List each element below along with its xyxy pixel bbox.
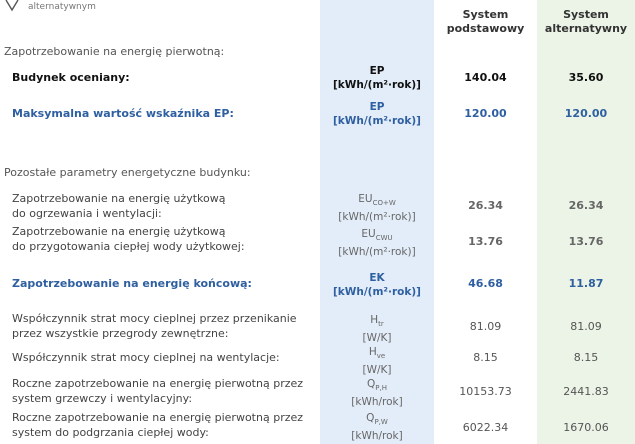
header-system-base: System podstawowy	[446, 8, 525, 35]
value-eu-hot-water-alt: 13.76	[568, 235, 604, 248]
value-ep-max-base: 120.00	[464, 107, 507, 120]
row-label-qpw: Roczne zapotrzebowanie na energię pierwotną przez system do podgrzania ciepłej wody:	[12, 411, 304, 439]
value-ep-building-alt: 35.60	[568, 71, 604, 84]
row-label-eu-hot-water: Zapotrzebowanie na energię użytkową do przygotowania ciepłej wody użytkowej:	[12, 225, 245, 253]
unit-eu-hot-water: $EU_{CWU}$ [kWh/(m²·rok)]	[338, 228, 416, 259]
unit-hve: $H_{ve}$ [W/K]	[362, 346, 392, 377]
value-qpw-alt: 1670.06	[563, 421, 609, 434]
row-label-eu-heating: Zapotrzebowanie na energię użytkową do ogrzewania i wentylacji:	[12, 192, 226, 220]
alt-column-background	[537, 0, 635, 444]
row-label-qph: Roczne zapotrzebowanie na energię pierwotną przez system grzewczy i wentylacyjny:	[12, 377, 304, 405]
unit-ek: EK [kWh/(m²·rok)]	[333, 272, 421, 298]
value-eu-hot-water-base: 13.76	[468, 235, 503, 248]
row-label-hve: Współczynnik strat mocy cieplnej na wentylacje:	[12, 351, 280, 364]
value-eu-heating-base: 26.34	[468, 199, 503, 212]
row-label-ep-max: Maksymalna wartość wskaźnika EP:	[12, 107, 234, 120]
value-htr-alt: 81.09	[570, 320, 602, 333]
value-ek-base: 46.68	[468, 277, 503, 290]
unit-eu-heating: $EU_{CO+W}$ [kWh/(m²·rok)]	[338, 193, 416, 224]
value-eu-heating-alt: 26.34	[568, 199, 604, 212]
value-hve-alt: 8.15	[573, 351, 599, 364]
value-ep-max-alt: 120.00	[564, 107, 608, 120]
logo-diamond-icon	[2, 0, 22, 12]
value-ek-alt: 11.87	[568, 277, 604, 290]
value-htr-base: 81.09	[469, 320, 502, 333]
row-label-ep-building: Budynek oceniany:	[12, 71, 130, 84]
unit-htr: $H_{tr}$ [W/K]	[362, 314, 392, 345]
section-primary-energy: Zapotrzebowanie na energię pierwotną:	[4, 45, 225, 58]
value-hve-base: 8.15	[473, 351, 498, 364]
value-qph-base: 10153.73	[459, 385, 512, 398]
value-qpw-base: 6022.34	[462, 421, 509, 434]
unit-qpw: $Q_{P,W}$ [kWh/rok]	[351, 412, 403, 443]
logo-text: alternatywnym	[28, 2, 96, 12]
unit-ep-building: EP [kWh/(m²·rok)]	[333, 65, 421, 91]
header-system-alt: System alternatywny	[544, 8, 628, 35]
row-label-ek: Zapotrzebowanie na energię końcową:	[12, 277, 252, 290]
section-other-parameters: Pozostałe parametry energetyczne budynku:	[4, 166, 251, 179]
unit-qph: $Q_{P,H}$ [kWh/rok]	[351, 378, 403, 409]
value-ep-building-base: 140.04	[464, 71, 507, 84]
row-label-htr: Współczynnik strat mocy cieplnej przez przenikanie przez wszystkie przegrody zewnętrzne:	[12, 312, 297, 340]
value-qph-alt: 2441.83	[563, 385, 609, 398]
unit-ep-max: EP [kWh/(m²·rok)]	[333, 101, 421, 127]
